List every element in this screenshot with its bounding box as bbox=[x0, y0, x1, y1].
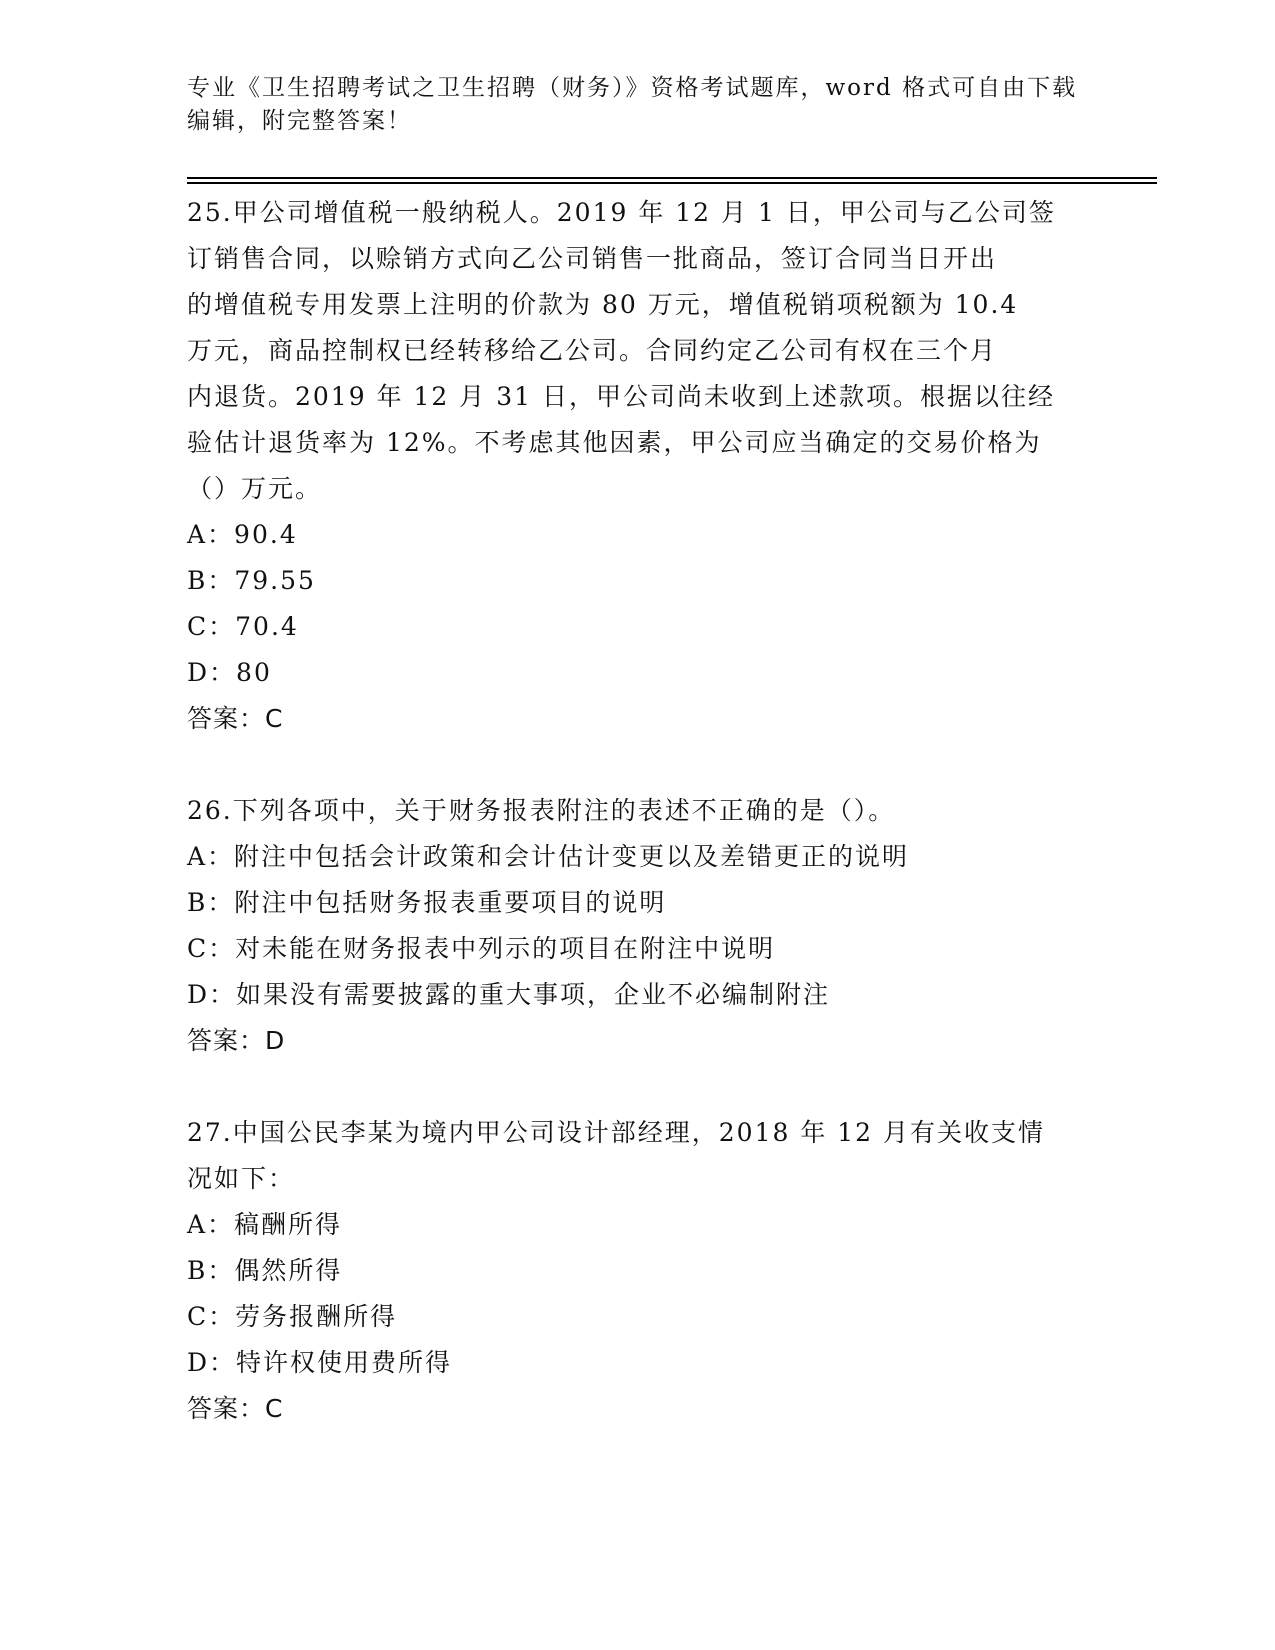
page-header bbox=[187, 72, 1087, 138]
option-d: D：如果没有需要披露的重大事项，企业不必编制附注 bbox=[187, 980, 831, 1009]
option-c: C：70.4 bbox=[187, 612, 299, 641]
option-b: B：79.55 bbox=[187, 566, 316, 595]
option-a: A：稿酬所得 bbox=[187, 1210, 343, 1239]
answer-label: 答案：C bbox=[187, 704, 284, 733]
option-a: A：90.4 bbox=[187, 520, 298, 549]
stem-line: 订销售合同，以赊销方式向乙公司销售一批商品，签订合同当日开出 bbox=[187, 244, 998, 273]
option-c: C：劳务报酬所得 bbox=[187, 1302, 398, 1331]
stem-line: 25.甲公司增值税一般纳税人。2019 年 12 月 1 日，甲公司与乙公司签 bbox=[187, 198, 1056, 227]
answer-label: 答案：C bbox=[187, 1394, 284, 1423]
header-divider bbox=[187, 182, 1157, 184]
option-b: B：附注中包括财务报表重要项目的说明 bbox=[187, 888, 667, 917]
stem-line: 的增值税专用发票上注明的价款为 80 万元，增值税销项税额为 10.4 bbox=[187, 290, 1019, 319]
stem-line: 26.下列各项中，关于财务报表附注的表述不正确的是（）。 bbox=[187, 796, 896, 825]
answer-label: 答案：D bbox=[187, 1026, 286, 1055]
header-divider bbox=[187, 177, 1157, 179]
stem-line: 内退货。2019 年 12 月 31 日，甲公司尚未收到上述款项。根据以往经 bbox=[187, 382, 1055, 411]
stem-line: 27.中国公民李某为境内甲公司设计部经理，2018 年 12 月有关收支情 bbox=[187, 1118, 1046, 1147]
question-stem bbox=[187, 788, 1087, 834]
option-d: D：80 bbox=[187, 658, 272, 687]
question-25 bbox=[187, 190, 1087, 742]
question-27 bbox=[187, 1110, 1087, 1432]
question-list bbox=[187, 190, 1087, 1432]
option-b: B：偶然所得 bbox=[187, 1256, 343, 1285]
stem-line: 况如下： bbox=[187, 1164, 296, 1193]
option-d: D：特许权使用费所得 bbox=[187, 1348, 453, 1377]
option-c: C：对未能在财务报表中列示的项目在附注中说明 bbox=[187, 934, 776, 963]
question-26 bbox=[187, 788, 1087, 1064]
question-stem bbox=[187, 1110, 1087, 1202]
header-line: 专业《卫生招聘考试之卫生招聘（财务）》资格考试题库，word 格式可自由下载 bbox=[187, 75, 1078, 101]
question-stem bbox=[187, 190, 1087, 512]
stem-line: 万元，商品控制权已经转移给乙公司。合同约定乙公司有权在三个月 bbox=[187, 336, 998, 365]
header-line: 编辑，附完整答案！ bbox=[187, 108, 412, 134]
stem-line: （）万元。 bbox=[187, 474, 323, 503]
stem-line: 验估计退货率为 12%。不考虑其他因素，甲公司应当确定的交易价格为 bbox=[187, 428, 1042, 457]
option-a: A：附注中包括会计政策和会计估计变更以及差错更正的说明 bbox=[187, 842, 910, 871]
